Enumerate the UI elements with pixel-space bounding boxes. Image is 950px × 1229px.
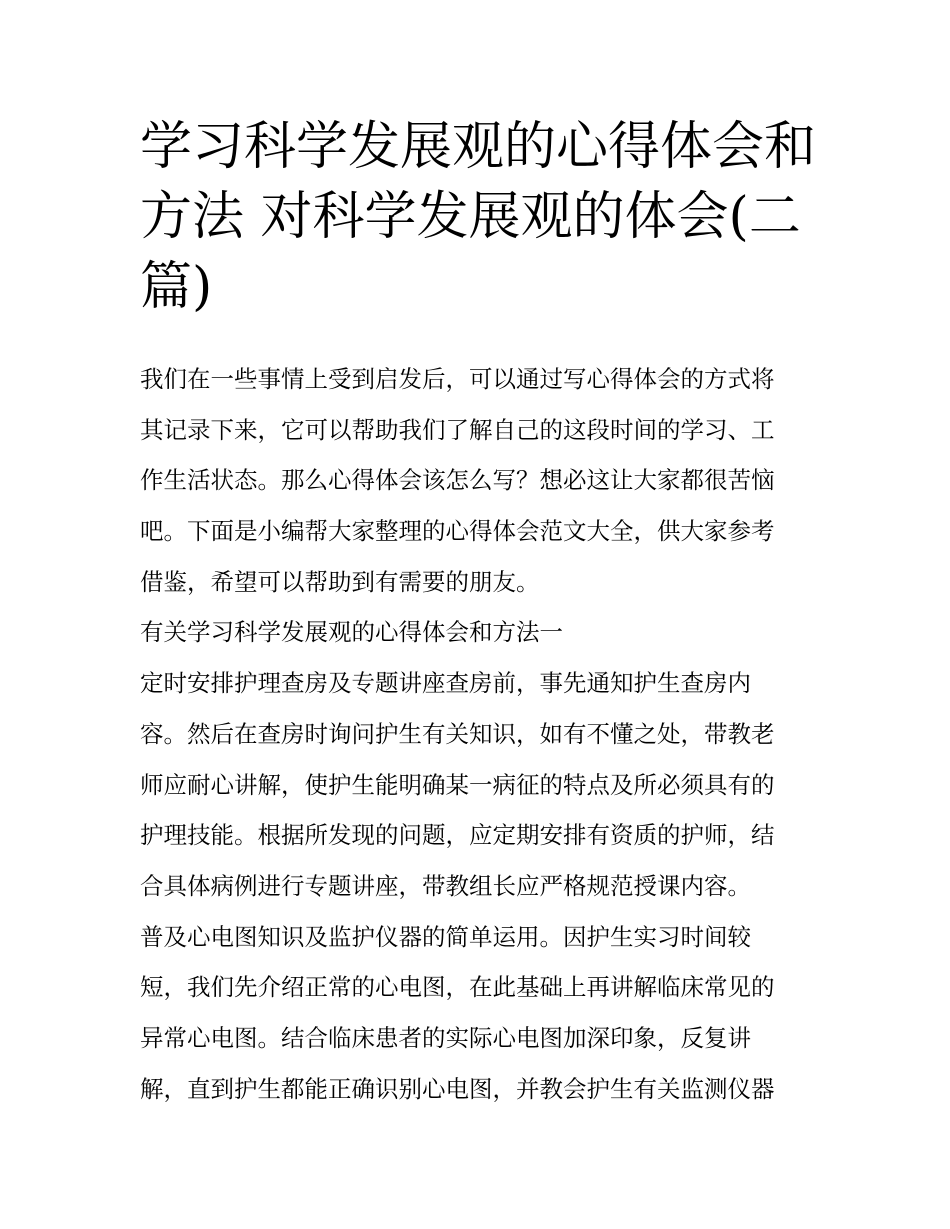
- document-title: [140, 112, 820, 322]
- body-line: 普及心电图知识及监护仪器的简单运用。因护生实习时间较: [140, 922, 751, 951]
- body-line: 其记录下来，它可以帮助我们了解自己的这段时间的学习、工: [140, 415, 775, 444]
- title-line: 方法 对科学发展观的体会(二: [140, 187, 801, 247]
- body-line: 合具体病例进行专题讲座，带教组长应严格规范授课内容。: [140, 871, 751, 900]
- body-line: 我们在一些事情上受到启发后，可以通过写心得体会的方式将: [140, 365, 775, 393]
- body-line: 师应耐心讲解，使护生能明确某一病征的特点及所必须具有的: [140, 770, 775, 799]
- title-line: 篇): [140, 257, 213, 317]
- body-line: 借鉴，希望可以帮助到有需要的朋友。: [140, 567, 540, 596]
- section-heading: 有关学习科学发展观的心得体会和方法一: [140, 618, 563, 647]
- document-body: [140, 354, 820, 1114]
- body-line: 容。然后在查房时询问护生有关知识，如有不懂之处，带教老: [140, 719, 775, 748]
- body-line: 解，直到护生都能正确识别心电图，并教会护生有关监测仪器: [140, 1074, 775, 1103]
- body-line: 异常心电图。结合临床患者的实际心电图加深印象，反复讲: [140, 1023, 751, 1052]
- body-line: 定时安排护理查房及专题讲座查房前，事先通知护生查房内: [140, 669, 751, 698]
- body-line: 护理技能。根据所发现的问题，应定期安排有资质的护师，结: [140, 821, 775, 850]
- body-line: 作生活状态。那么心得体会该怎么写？想必这让大家都很苦恼: [140, 466, 775, 495]
- body-line: 吧。下面是小编帮大家整理的心得体会范文大全，供大家参考: [140, 517, 775, 546]
- title-line: 学习科学发展观的心得体会和: [140, 117, 817, 177]
- body-line: 短，我们先介绍正常的心电图，在此基础上再讲解临床常见的: [140, 973, 775, 1002]
